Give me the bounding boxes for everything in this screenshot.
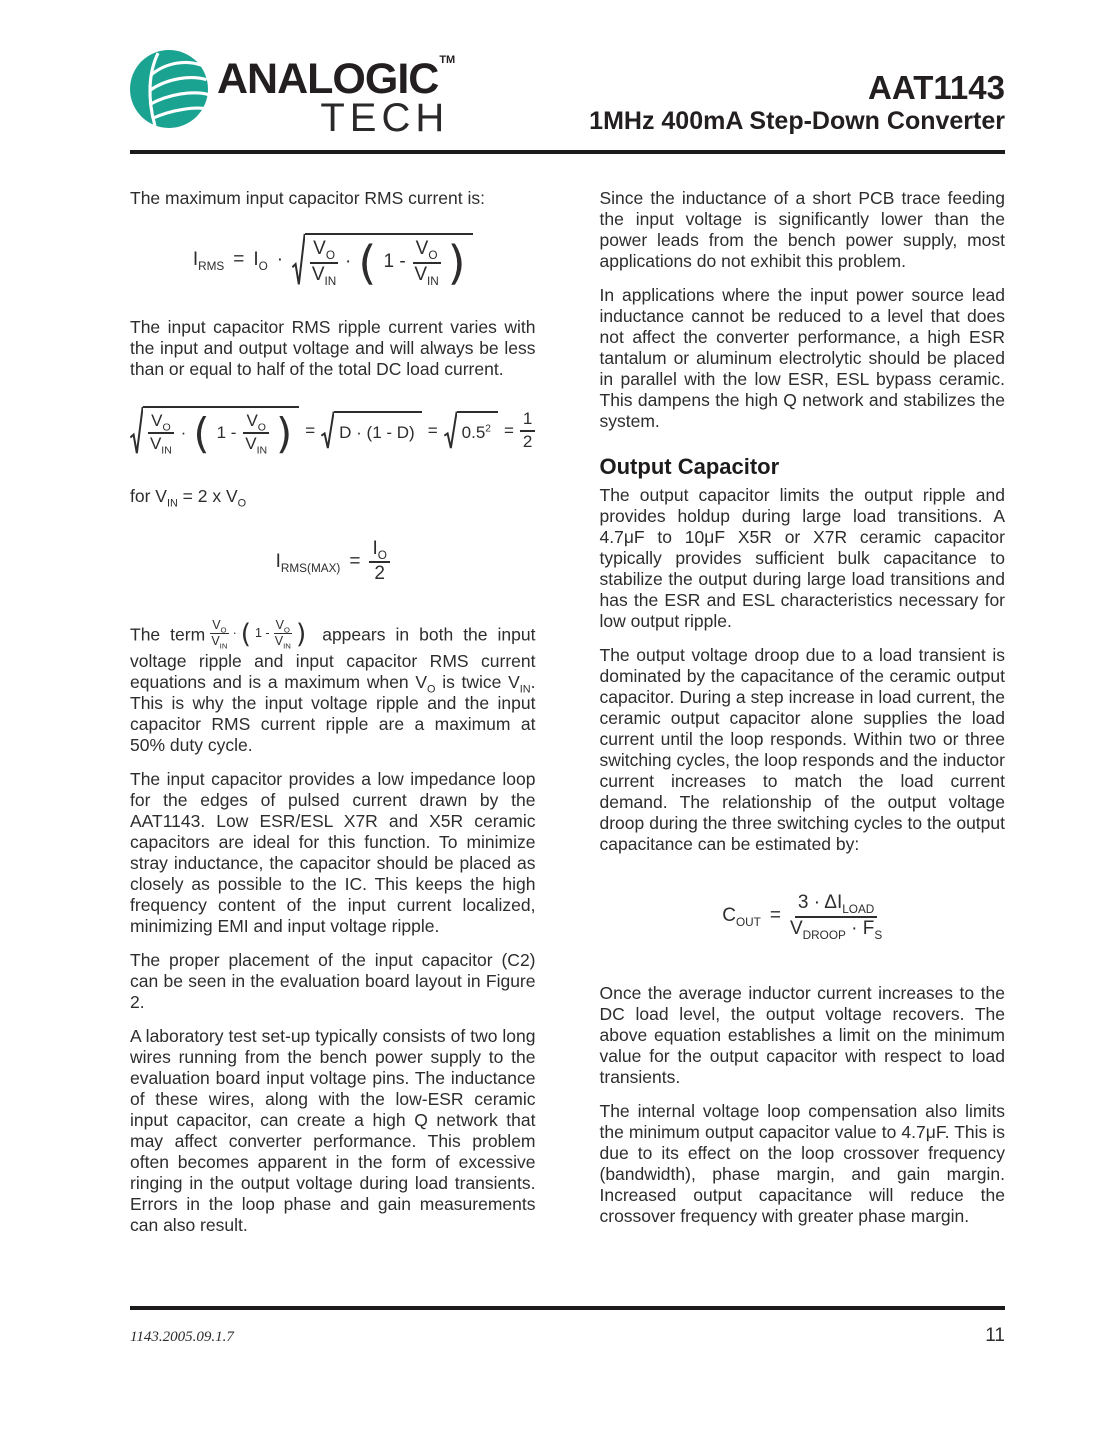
eq-token: I (372, 537, 378, 559)
eq-token: V (151, 411, 163, 431)
eq-token: RMS(MAX) (280, 561, 341, 575)
equation-cout (600, 892, 1006, 942)
eq-token: LOAD (842, 902, 875, 916)
sqrt-sign-icon (130, 406, 143, 456)
eq-token (462, 423, 491, 443)
equation-irms-max (130, 539, 536, 585)
document-id: 1143.2005.09.1.7 (130, 1329, 234, 1345)
fraction-one-half (520, 410, 535, 452)
radicand: $\frac{V_O}{V_{IN}}$ · ( 1 - $\frac{V_O}{V_{IN}}$ ) (305, 233, 473, 287)
eq-token: · (344, 251, 352, 273)
text-run: for V (130, 485, 167, 506)
eq-token: I (253, 249, 259, 271)
page-header (0, 0, 1105, 138)
eq-token: V (275, 617, 284, 632)
brand-wordmark (217, 54, 456, 140)
square-root (130, 406, 299, 456)
part-number: AAT1143 (868, 69, 1005, 107)
text-run: is twice V (435, 671, 520, 692)
eq-token: 2 (522, 432, 533, 452)
fraction-vo-vin (274, 619, 292, 649)
eq-token: V (245, 434, 257, 454)
fraction-vo-vin (413, 238, 441, 288)
eq-token: S (874, 928, 883, 942)
footer-row (130, 1325, 1005, 1347)
eq-token: V (311, 263, 325, 285)
eq-token (276, 551, 341, 573)
eq-token: V (274, 634, 284, 649)
eq-token: O (258, 259, 268, 273)
brand-block (130, 50, 455, 138)
square-root (292, 233, 473, 291)
radicand (457, 411, 498, 450)
eq-token: V (313, 238, 326, 259)
eq-token: · (232, 626, 237, 641)
trademark-symbol: TM (439, 54, 456, 66)
paragraph (130, 617, 536, 756)
paragraph: The input capacitor RMS ripple current varies with the input and output voltage and will always be less than or equal to half of the total DC load current. (130, 317, 536, 380)
paragraph: The proper placement of the input capacitor (C2) can be seen in the evaluation board layout in Figure 2. (130, 949, 536, 1012)
subscript: O (427, 683, 436, 696)
paragraph: The input capacitor provides a low impedance loop for the edges of pulsed current drawn by the AAT1143. Low ESR/ESL X7R and X5R ceramic capacitors are ideal for this function. To minimize stray inductance, the capacitor should be placed as closely as possible to the IC. This keeps the high frequency content of the input current localized, minimizing EMI and input voltage ripple. (130, 768, 536, 936)
radicand: $\frac{V_O}{V_{IN}}$ · ( 1 - $\frac{V_O}{V_{IN}}$ ) (143, 406, 299, 456)
eq-token (193, 249, 224, 271)
eq-token (253, 249, 267, 271)
eq-token: O (325, 248, 335, 262)
eq-token: V (149, 434, 162, 454)
eq-token: = (503, 421, 514, 441)
eq-token: = (769, 905, 781, 927)
eq-token: IN (427, 274, 439, 288)
eq-token: = (305, 421, 316, 441)
fraction-vo-vin (210, 619, 228, 649)
eq-token: O (377, 548, 387, 562)
fraction-cout (789, 892, 883, 942)
fraction-vo-vin (310, 238, 338, 288)
eq-token: I (275, 550, 281, 572)
radicand (334, 411, 422, 450)
eq-token (789, 917, 883, 942)
text-run: appears in both the input voltage ripple and input capacitor RMS current equations and is a maximum when V (130, 624, 536, 692)
fraction-io-2 (369, 539, 389, 585)
eq-token: F (862, 917, 875, 939)
eq-token: IN (219, 641, 228, 651)
paragraph: The output voltage droop due to a load transient is dominated by the capacitance of the ceramic output capacitor. During a step increase in load current, the ceramic output capacitor alone supplies the load current until the loop responds. Within two or three switching cycles, the loop responds and the inductor current increases to match the load current demand. The relationship of the output voltage droop during the three switching cycles to the output capacitance can be estimated by: (599, 645, 1005, 854)
eq-token (722, 905, 761, 927)
eq-token: 3 · (797, 892, 821, 913)
left-column (130, 188, 536, 1249)
eq-token: = (233, 249, 245, 271)
paragraph: The internal voltage loop compensation also limits the minimum output capacitor value to 4.7μF. This is due to its effect on the loop crossover frequency (bandwidth), phase margin, and gain margin. Increased output capacitance will reduce the crossover frequency with greater phase margin. (599, 1101, 1005, 1227)
footer-rule (130, 1306, 1005, 1310)
subscript: IN (519, 683, 531, 696)
leaf-circle-logo-icon (130, 50, 208, 128)
eq-token: ΔI (824, 892, 843, 913)
eq-token: 0.5 (461, 423, 486, 443)
paragraph: In applications where the input power source lead inductance cannot be reduced to a level that does not affect the converter performance, a high ESR tantalum or aluminum electrolytic should be placed in parallel with the low ESR, ESL bypass ceramic. This dampens the high Q network and stabilizes the system. (599, 285, 1005, 431)
fraction-vo-vin (148, 411, 174, 457)
document-subtitle: 1MHz 400mA Step-Down Converter (589, 106, 1005, 135)
eq-token: 2 (485, 423, 491, 435)
text-run: The term (130, 624, 206, 645)
eq-token: IN (256, 444, 268, 457)
eq-token: 1 - (383, 251, 406, 273)
condition-line (130, 485, 536, 510)
eq-token: O (283, 625, 290, 635)
content-columns (0, 154, 1105, 1249)
eq-token: V (789, 917, 803, 939)
brand-name-bottom: TECH (320, 96, 450, 140)
eq-token: 1 (520, 410, 535, 432)
paragraph: Once the average inductor current increases to the DC load level, the output voltage recovers. The above equation establishes a limit on the minimum value for the output capacitor with respect to load transients. (599, 983, 1005, 1088)
paragraph: Since the inductance of a short PCB trace feeding the input voltage is significantly lower than the power leads from the bench power supply, most applications do not exhibit this problem. (599, 188, 1005, 271)
eq-token: V (414, 263, 428, 285)
eq-token: IN (161, 444, 172, 457)
subscript: O (237, 497, 247, 510)
section-heading-output-capacitor: Output Capacitor (599, 454, 780, 479)
sqrt-sign-icon (292, 233, 305, 287)
square-root (321, 411, 422, 450)
eq-token (797, 892, 875, 916)
page-number: 11 (985, 1325, 1005, 1346)
eq-token: D · (1 - D) (339, 423, 415, 443)
eq-token: V (211, 634, 220, 649)
eq-token: · (276, 249, 284, 271)
eq-token: = (349, 550, 361, 572)
equation-duty-cycle (130, 406, 536, 456)
eq-token: O (220, 625, 227, 635)
eq-token: IN (283, 641, 291, 651)
eq-token: · (180, 423, 187, 443)
paragraph: The output capacitor limits the output ripple and provides holdup during large load transitions. A 4.7μF to 10μF X5R or X7R ceramic capacitor typically provides sufficient bulk capacitance to stabilize the output during large load transitions and has the ESR and ESL characteristics necessary for low output ripple. (599, 485, 1005, 631)
brand-name-top (217, 54, 456, 103)
text-run: . This is why the input voltage ripple and the input capacitor RMS current ripple are a maximum at 50% duty cycle. (130, 671, 536, 755)
eq-token: OUT (736, 915, 761, 929)
eq-token: O (428, 248, 438, 262)
right-column (600, 188, 1006, 1249)
paragraph: A laboratory test set-up typically consists of two long wires running from the bench power supply to the evaluation board input voltage pins. The inductance of these wires, along with the low-ESR ceramic input capacitor, can create a high Q network that may affect converter performance. This problem often becomes apparent in the form of excessive ringing in the output voltage during load transients. Errors in the loop phase and gain measurements can also result. (130, 1025, 536, 1235)
eq-token: O (257, 421, 266, 434)
eq-token: O (162, 421, 171, 434)
eq-token: = (427, 421, 438, 441)
eq-token: C (722, 905, 737, 927)
document-title-block (589, 71, 1005, 138)
eq-token: DROOP (802, 928, 846, 942)
eq-token: V (415, 238, 429, 259)
eq-token: 1 - (216, 423, 237, 443)
brand-name: ANALOGIC (217, 55, 439, 103)
square-root (444, 411, 498, 450)
eq-token: I (192, 249, 199, 271)
sqrt-sign-icon (321, 411, 334, 450)
text-run: = 2 x V (177, 485, 238, 506)
eq-token: V (212, 617, 221, 632)
inline-equation-term: $\frac{V_O}{V_{IN}}$ · ( 1 - $\frac{V_O}{V_{IN}}$ ) (211, 617, 307, 651)
eq-token: 1 - (254, 626, 270, 641)
paragraph: The maximum input capacitor RMS current is: (130, 188, 485, 208)
eq-token: RMS (198, 259, 225, 273)
eq-token: V (246, 411, 258, 431)
eq-token: 2 (374, 563, 385, 585)
equation-irms (130, 233, 536, 291)
fraction-vo-vin (243, 411, 269, 457)
sqrt-sign-icon (444, 411, 457, 450)
eq-token: · (851, 917, 858, 939)
subscript: IN (166, 497, 178, 510)
page-footer (130, 1306, 1005, 1347)
eq-token: IN (324, 274, 337, 288)
